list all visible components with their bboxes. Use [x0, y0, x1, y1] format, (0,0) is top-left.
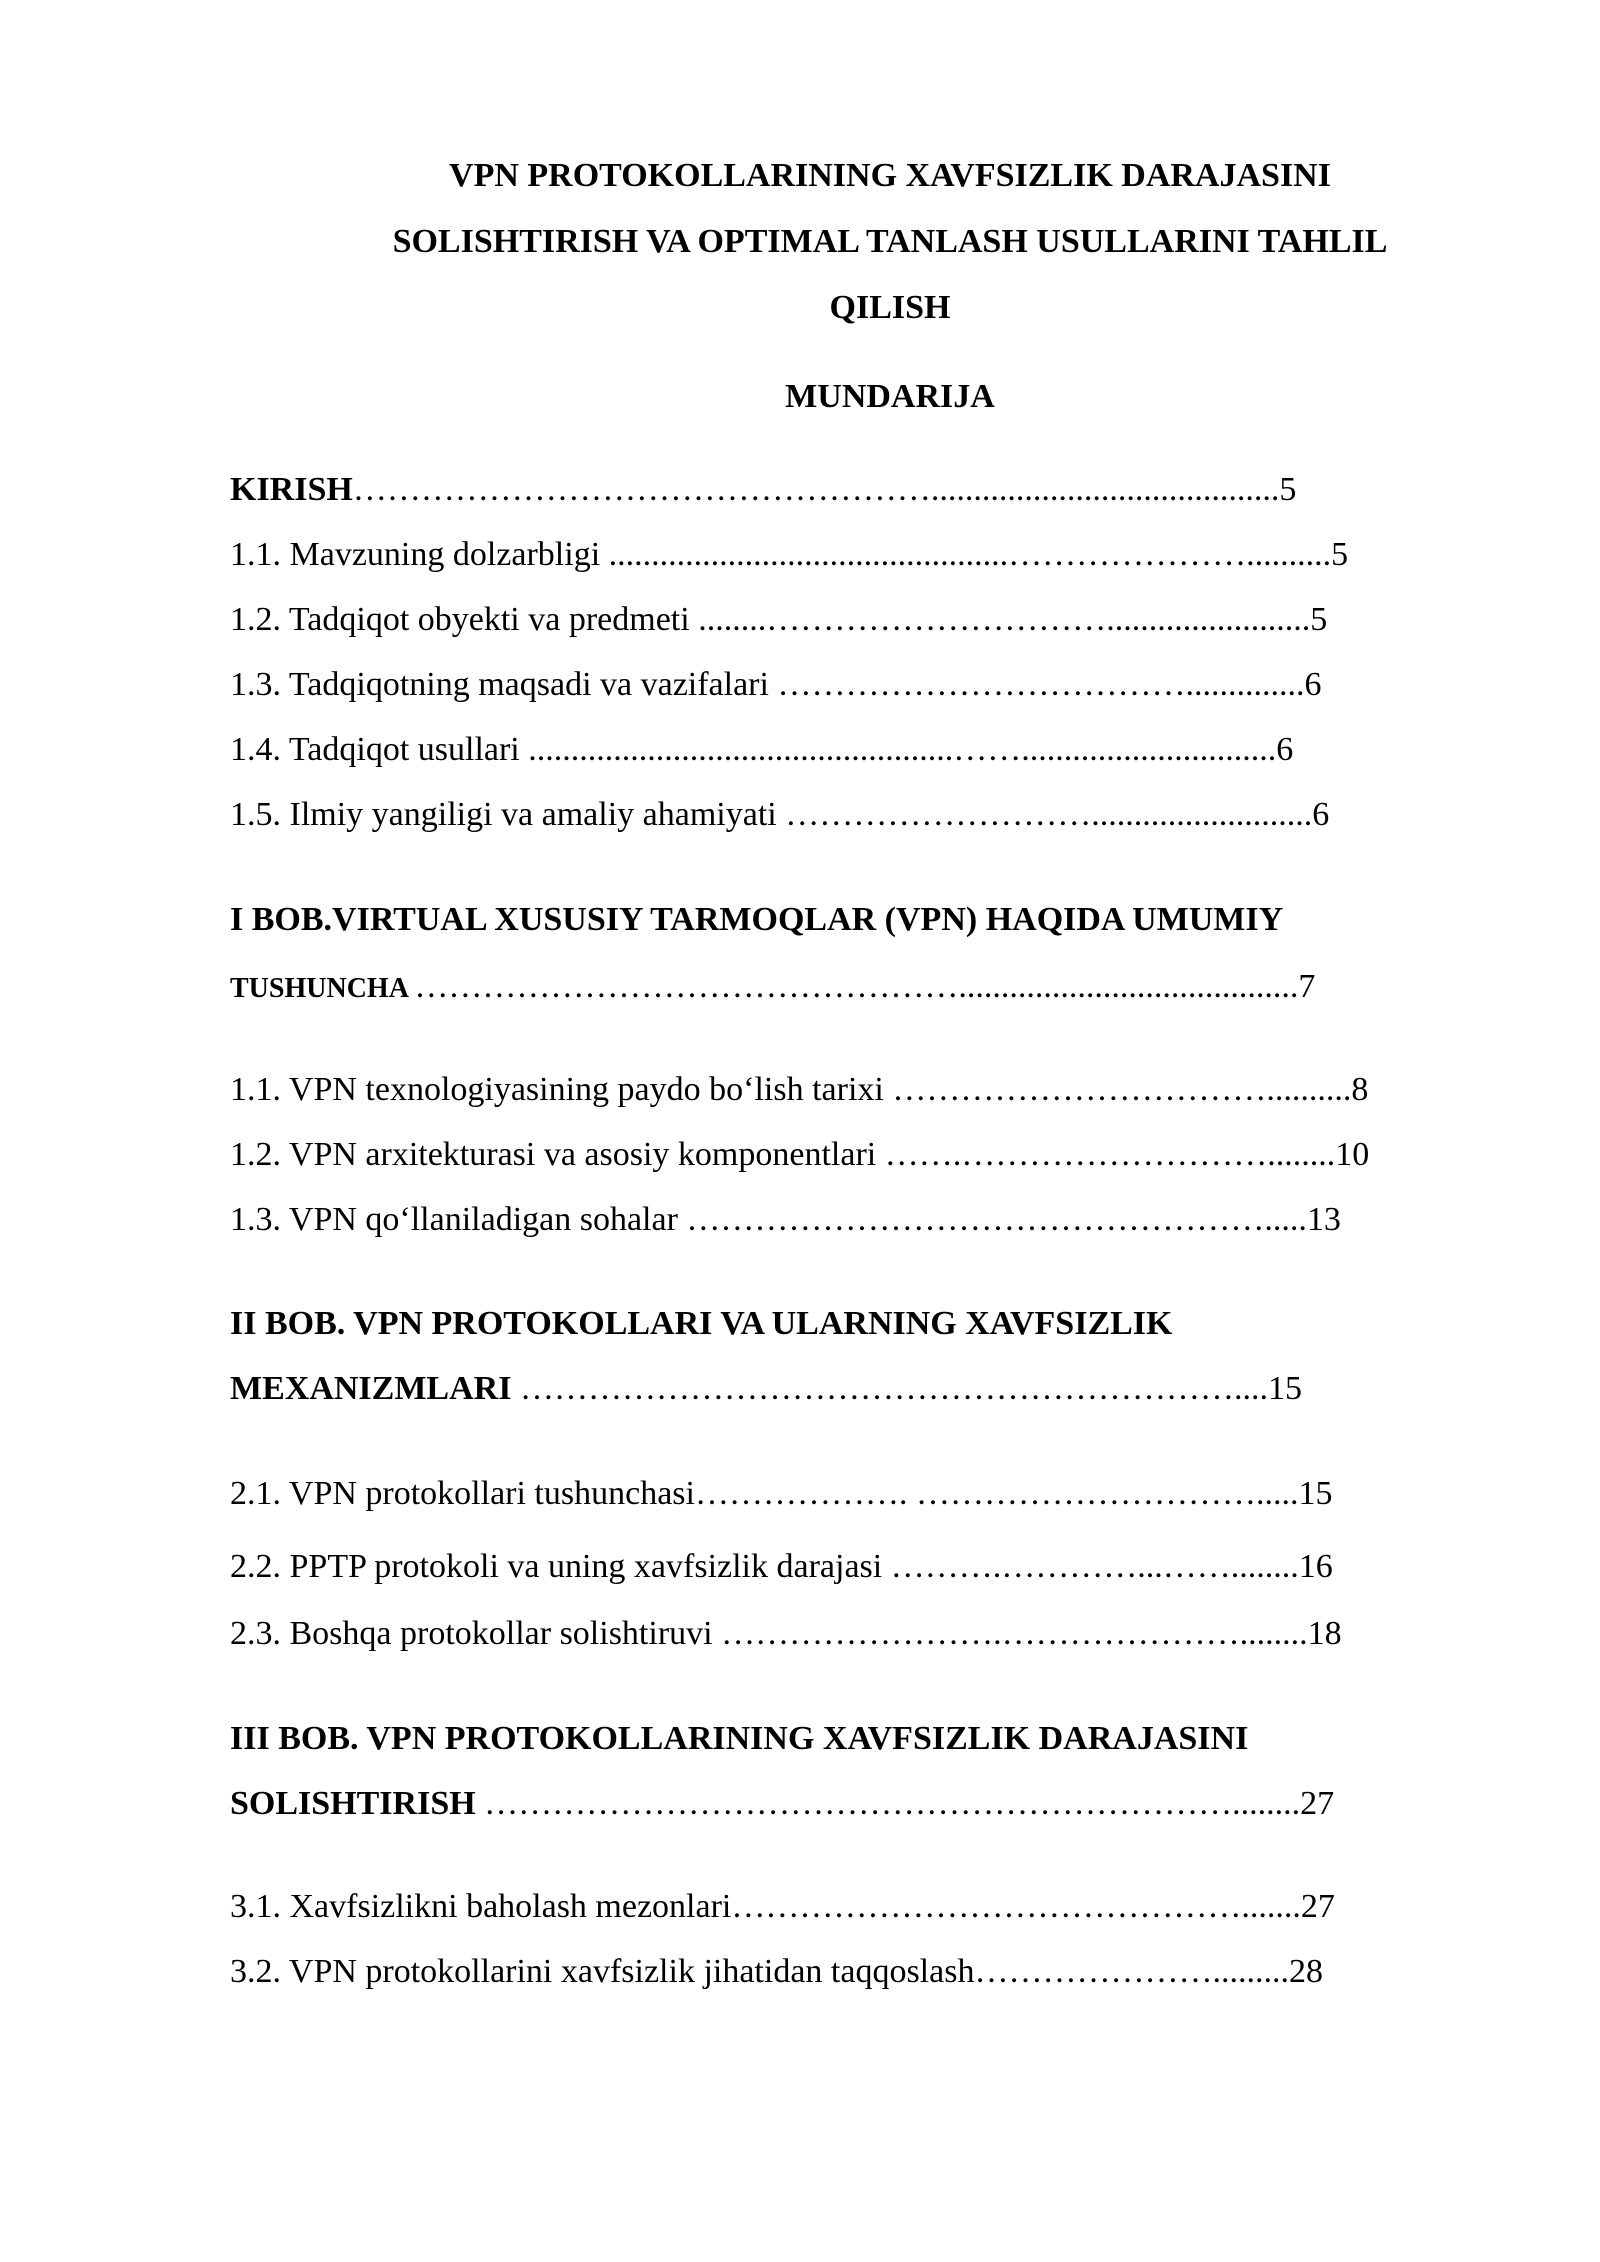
- title-line-2: SOLISHTIRISH VA OPTIMAL TANLASH USULLARINI TAHLIL: [392, 223, 1388, 260]
- toc-entry-page: 15: [1298, 1475, 1333, 1512]
- toc-chapter-2-title[interactable]: [230, 1302, 1172, 1346]
- toc-entry-page: 6: [1312, 796, 1330, 833]
- toc-entry-label: 1.4. Tadqiqot usullari: [230, 731, 529, 768]
- toc-entry-ch2-2-3[interactable]: [230, 1612, 1342, 1656]
- toc-entry-page: 5: [1331, 536, 1349, 573]
- toc-entry-page: 6: [1276, 731, 1294, 768]
- toc-entry-ch2-2-2[interactable]: [230, 1545, 1333, 1589]
- toc-entry-leader: ...............................................…………………..........: [608, 536, 1332, 573]
- toc-entry-leader: ………………….........: [974, 1953, 1289, 1990]
- toc-entry-leader: ……………………………..........: [892, 1071, 1352, 1108]
- toc-entry-1-2[interactable]: [230, 598, 1327, 642]
- toc-entry-ch2-2-1[interactable]: [230, 1472, 1332, 1516]
- toc-entry-ch3-3-2[interactable]: [230, 1950, 1323, 1994]
- toc-entry-leader: …….………………………........: [884, 1136, 1336, 1173]
- toc-entry-page: 18: [1307, 1615, 1342, 1652]
- toc-entry-page: 5: [1279, 471, 1297, 508]
- toc-entry-label: MEXANIZMLARI: [230, 1370, 520, 1407]
- toc-entry-label: KIRISH: [230, 471, 353, 508]
- toc-entry-leader: …………………………………………….........................................: [352, 471, 1280, 508]
- toc-entry-leader: ……………………………………….......: [731, 1888, 1301, 1925]
- toc-chapter-3-title[interactable]: [230, 1717, 1248, 1761]
- toc-entry-leader: ........…………………………........................: [698, 601, 1311, 638]
- title-line-1: VPN PROTOKOLLARINING XAVFSIZLIK DARAJASINI: [449, 157, 1331, 194]
- toc-entry-leader: ..................................................……..............................: [528, 731, 1277, 768]
- toc-entry-1-1[interactable]: [230, 533, 1348, 577]
- toc-entry-label: 3.1. Xavfsizlikni baholash mezonlari: [230, 1888, 732, 1925]
- toc-entry-leader: ………………………..........................: [785, 796, 1313, 833]
- toc-entry-1-4[interactable]: [230, 728, 1293, 772]
- toc-chapter-2-continuation[interactable]: [230, 1367, 1302, 1411]
- toc-entry-label: I BOB.VIRTUAL XUSUSIY TARMOQLAR (VPN) HAQIDA UMUMIY: [230, 901, 1284, 938]
- toc-entry-label: 2.2. PPTP protokoli va uning xavfsizlik darajasi: [230, 1548, 891, 1585]
- toc-entry-leader: ………………………………………………………....: [519, 1370, 1268, 1407]
- toc-entry-page: 27: [1300, 1888, 1335, 1925]
- title-line-3: QILISH: [829, 289, 951, 326]
- toc-entry-label: 1.5. Ilmiy yangiligi va amaliy ahamiyati: [230, 796, 786, 833]
- toc-entry-label: 2.1. VPN protokollari tushunchasi: [230, 1475, 695, 1512]
- toc-entry-label: 1.2. VPN arxitekturasi va asosiy komponentlari: [230, 1136, 885, 1173]
- toc-entry-leader: …………………………………………………………........: [484, 1785, 1301, 1822]
- toc-chapter-1-title[interactable]: [230, 898, 1283, 942]
- toc-entry-label: 1.2. Tadqiqot obyekti va predmeti: [230, 601, 699, 638]
- toc-entry-label: II BOB. VPN PROTOKOLLARI VA ULARNING XAVFSIZLIK: [230, 1305, 1173, 1342]
- toc-entry-label: SOLISHTIRISH: [230, 1785, 485, 1822]
- toc-entry-page: 8: [1351, 1071, 1369, 1108]
- toc-entry-page: 27: [1300, 1785, 1335, 1822]
- toc-entry-ch1-1-1[interactable]: [230, 1068, 1368, 1112]
- toc-chapter-1-continuation[interactable]: [230, 965, 1315, 1011]
- toc-entry-ch1-1-3[interactable]: [230, 1198, 1341, 1242]
- toc-entry-page: 6: [1304, 666, 1322, 703]
- toc-entry-page: 16: [1298, 1548, 1333, 1585]
- toc-entry-page: 5: [1310, 601, 1328, 638]
- toc-entry-1-3[interactable]: [230, 663, 1321, 707]
- toc-entry-page: 13: [1306, 1201, 1341, 1238]
- toc-entry-ch1-1-2[interactable]: [230, 1133, 1369, 1177]
- toc-entry-label: 3.2. VPN protokollarini xavfsizlik jihatidan taqqoslash: [230, 1953, 975, 1990]
- toc-entry-kirish[interactable]: [230, 468, 1296, 512]
- toc-entry-label: III BOB. VPN PROTOKOLLARINING XAVFSIZLIK DARAJASINI: [230, 1720, 1249, 1757]
- toc-entry-label: 2.3. Boshqa protokollar solishtiruvi: [230, 1615, 722, 1652]
- toc-entry-ch3-3-1[interactable]: [230, 1885, 1335, 1929]
- toc-chapter-3-continuation[interactable]: [230, 1782, 1334, 1826]
- toc-entry-leader: …………………….…………………........: [721, 1615, 1308, 1652]
- toc-entry-leader: ……….…………...……........: [890, 1548, 1299, 1585]
- document-title: [310, 143, 1470, 341]
- toc-entry-leader: …………………………………………........................................: [414, 968, 1299, 1005]
- toc-entry-label: 1.1. Mavzuning dolzarbligi: [230, 536, 609, 573]
- toc-entry-leader: ………………. ………………………….....: [694, 1475, 1299, 1512]
- toc-entry-leader: …………………………………………….....: [686, 1201, 1307, 1238]
- toc-entry-1-5[interactable]: [230, 793, 1329, 837]
- toc-entry-label: 1.3. VPN qo‘llaniladigan sohalar: [230, 1201, 687, 1238]
- toc-entry-leader: ………………………………..............: [777, 666, 1305, 703]
- toc-entry-page: 7: [1298, 968, 1316, 1005]
- toc-entry-label: 1.1. VPN texnologiyasining paydo bo‘lish tarixi: [230, 1071, 893, 1108]
- toc-entry-page: 28: [1288, 1953, 1323, 1990]
- toc-entry-label: TUSHUNCHA: [230, 973, 415, 1004]
- toc-heading: MUNDARIJA: [785, 378, 995, 415]
- toc-entry-page: 10: [1335, 1136, 1370, 1173]
- toc-entry-page: 15: [1267, 1370, 1302, 1407]
- toc-entry-label: 1.3. Tadqiqotning maqsadi va vazifalari: [230, 666, 778, 703]
